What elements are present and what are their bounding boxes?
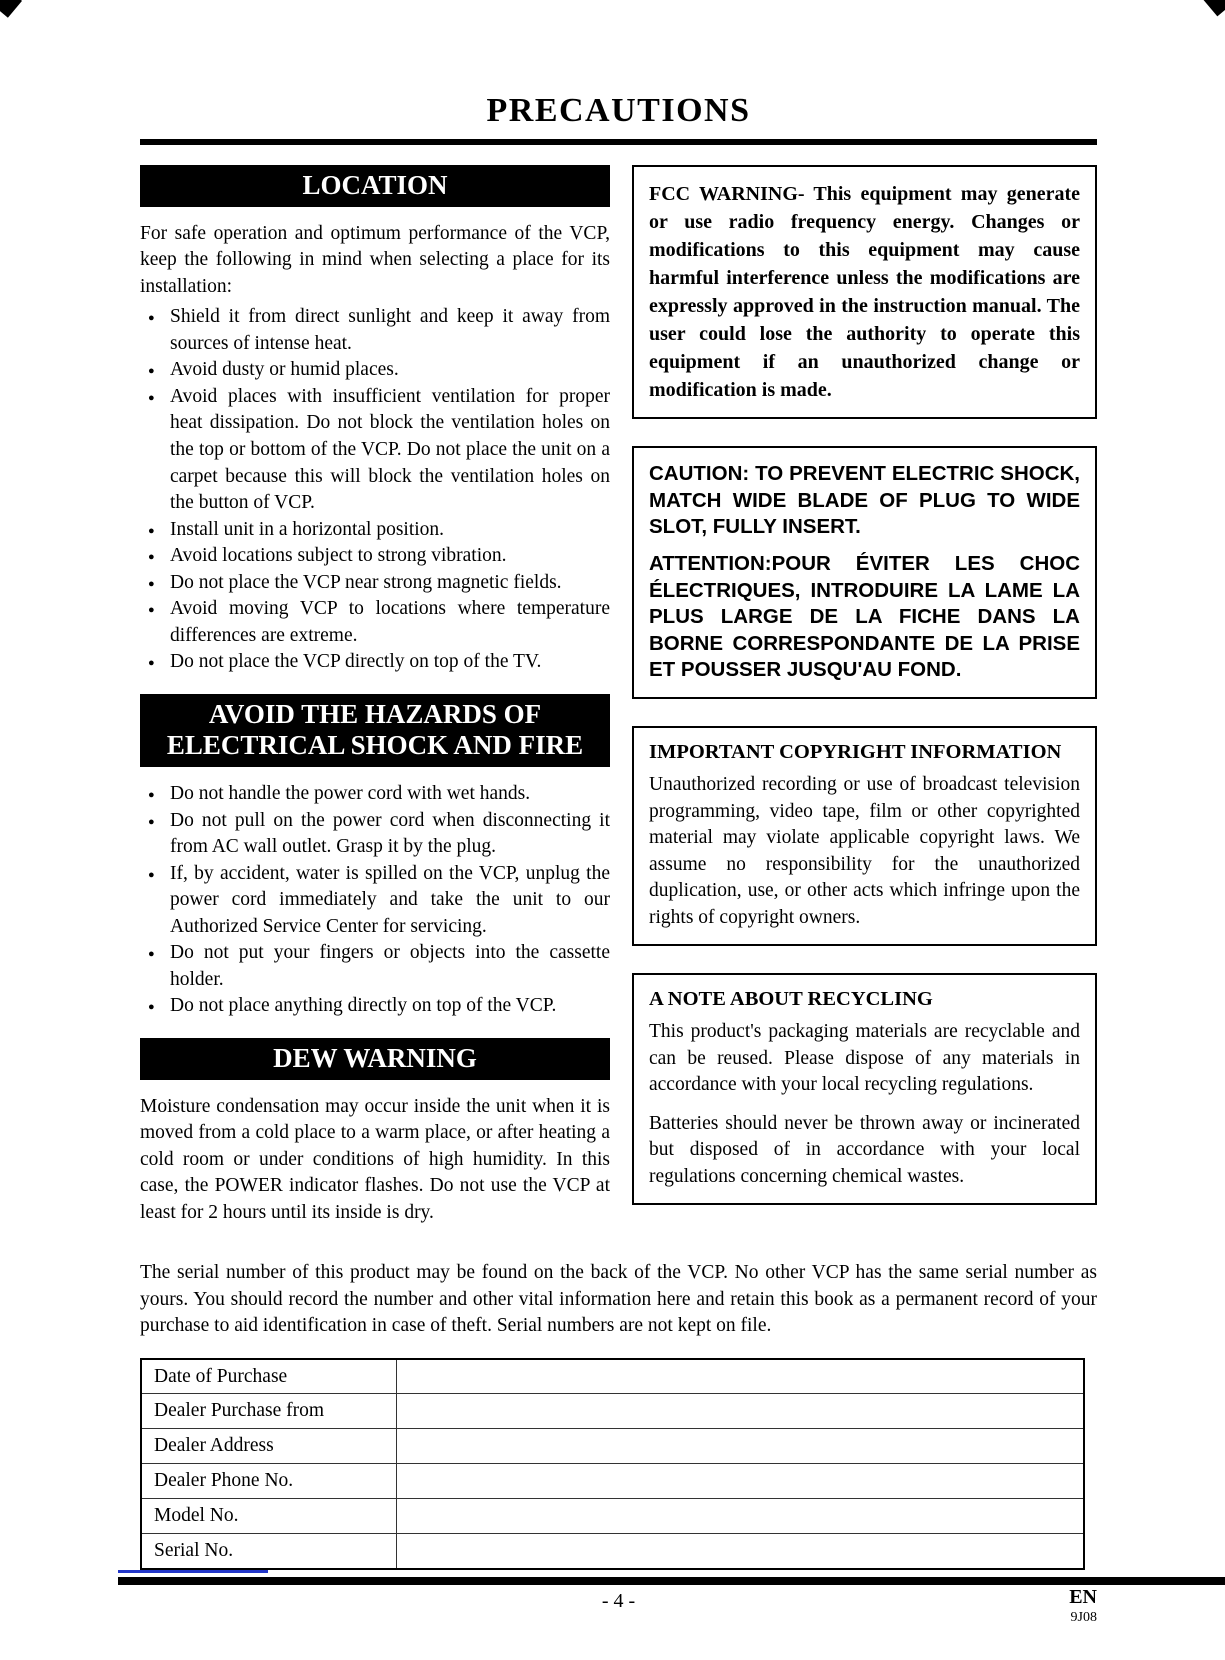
bullet-item: ● Do not place the VCP near strong magnetic fields. <box>140 570 610 597</box>
table-row <box>141 1499 1084 1534</box>
hazards-header-line2: ELECTRICAL SHOCK AND FIRE <box>166 730 584 761</box>
hazards-bullet-list <box>140 781 610 1020</box>
fcc-warning-box <box>632 165 1097 419</box>
table-row <box>141 1534 1084 1569</box>
bullet-item: ● If, by accident, water is spilled on the VCP, unplug the power cord immediately and take the unit to our Authorized Service Center for servicing. <box>140 861 610 941</box>
recycling-paragraph-2: Batteries should never be thrown away or incinerated but disposed of in accordance with your local regulations concerning chemical wastes. <box>649 1112 1080 1187</box>
left-column <box>140 165 610 1232</box>
title-rule <box>140 139 1097 145</box>
bullet-item: ● Shield it from direct sunlight and keep it away from sources of intense heat. <box>140 304 610 357</box>
bullet-item: ● Do not place the VCP directly on top of the TV. <box>140 649 610 676</box>
caution-text-french: ATTENTION:POUR ÉVITER LES CHOC ÉLECTRIQUES, INTRODUIRE LA LAME LA PLUS LARGE DE LA FICHE DANS LA BORNE CORRESPONDANTE DE LA PRISE ET POUSSER JUSQU'AU FOND. <box>649 551 1080 682</box>
hazards-header-line1: AVOID THE HAZARDS OF <box>208 698 542 729</box>
bullet-item: ● Do not place anything directly on top of the VCP. <box>140 993 610 1020</box>
language-code: EN <box>1069 1585 1097 1608</box>
row-value-blank <box>396 1534 1084 1569</box>
row-label: Date of Purchase <box>141 1359 396 1394</box>
copyright-info-box <box>632 726 1097 946</box>
bullet-item: ● Do not pull on the power cord when disconnecting it from AC wall outlet. Grasp it by the plug. <box>140 808 610 861</box>
page-title: PRECAUTIONS <box>486 92 751 129</box>
row-value-blank <box>396 1499 1084 1534</box>
copyright-header: IMPORTANT COPYRIGHT INFORMATION <box>649 741 1062 764</box>
bullet-item: ● Install unit in a horizontal position. <box>140 517 610 544</box>
purchase-record-table <box>140 1358 1085 1570</box>
row-value-blank <box>396 1394 1084 1429</box>
scan-artifact-bottom-bar <box>118 1577 1225 1585</box>
dew-warning-body: Moisture condensation may occur inside the unit when it is moved from a cold place to a warm place, or after heating a cold room or under conditions of high humidity. In this case, the POWER indicator flashes. Do not use the VCP at least for 2 hours until its inside is dry. <box>140 1095 610 1223</box>
serial-record-intro: The serial number of this product may be found on the back of the VCP. No other VCP has the same serial number as yours. You should record the number and other vital information here and retain this book as a permanent record of your purchase to aid identification in case of theft. Serial numbers are not kept on file. <box>140 1262 1097 1337</box>
page-number: - 4 - <box>601 1589 636 1612</box>
location-bullet-list <box>140 304 610 675</box>
hazards-section-header <box>140 694 610 768</box>
table-row <box>141 1429 1084 1464</box>
right-column <box>632 165 1097 1232</box>
recycling-header: A NOTE ABOUT RECYCLING <box>649 988 933 1011</box>
fcc-warning-text: FCC WARNING- This equipment may generate or use radio frequency energy. Changes or modifications to this equipment may cause harmful interference unless the modifications are expressly approved in the instruction manual. The user could lose the authority to operate this equipment if an unauthorized change or modification is made. <box>649 183 1080 401</box>
row-label: Dealer Purchase from <box>141 1394 396 1429</box>
row-value-blank <box>396 1359 1084 1394</box>
row-label: Dealer Phone No. <box>141 1464 396 1499</box>
electric-shock-caution-box <box>632 446 1097 699</box>
row-label: Serial No. <box>141 1534 396 1569</box>
row-value-blank <box>396 1464 1084 1499</box>
table-row <box>141 1359 1084 1394</box>
bullet-item: ● Avoid locations subject to strong vibration. <box>140 543 610 570</box>
copyright-body: Unauthorized recording or use of broadcast television programming, video tape, film or other copyrighted material may violate applicable copyright laws. We assume no responsibility for the unauthorized duplication, use, or other acts which infringe upon the rights of copyright owners. <box>649 774 1080 928</box>
location-section-header: LOCATION <box>140 165 610 207</box>
two-column-layout <box>140 165 1097 1232</box>
dew-warning-section-header: DEW WARNING <box>140 1038 610 1080</box>
bullet-item: ● Avoid places with insufficient ventilation for proper heat dissipation. Do not block the ventilation holes on the top or bottom of the VCP. Do not place the unit on a carpet because this will block the ventilation holes on the button of VCP. <box>140 384 610 517</box>
recycling-note-box <box>632 973 1097 1205</box>
serial-record-section <box>140 1260 1097 1570</box>
caution-text-english: CAUTION: TO PREVENT ELECTRIC SHOCK, MATCH WIDE BLADE OF PLUG TO WIDE SLOT, FULLY INSERT. <box>649 462 1080 539</box>
location-intro: For safe operation and optimum performance of the VCP, keep the following in mind when selecting a place for its installation: <box>140 222 610 297</box>
table-row <box>141 1464 1084 1499</box>
table-row <box>141 1394 1084 1429</box>
row-label: Dealer Address <box>141 1429 396 1464</box>
row-value-blank <box>396 1429 1084 1464</box>
document-code: 9J08 <box>1070 1609 1097 1625</box>
recycling-paragraph-1: This product's packaging materials are recyclable and can be reused. Please dispose of any materials in accordance with your local recycling regulations. <box>649 1021 1080 1096</box>
row-label: Model No. <box>141 1499 396 1534</box>
bullet-item: ● Avoid moving VCP to locations where temperature differences are extreme. <box>140 596 610 649</box>
page-footer <box>140 1585 1097 1660</box>
bullet-item: ● Do not handle the power cord with wet hands. <box>140 781 610 808</box>
bullet-item: ● Do not put your fingers or objects into the cassette holder. <box>140 940 610 993</box>
bullet-item: ● Avoid dusty or humid places. <box>140 357 610 384</box>
scan-artifact-blue-line <box>118 1570 268 1573</box>
